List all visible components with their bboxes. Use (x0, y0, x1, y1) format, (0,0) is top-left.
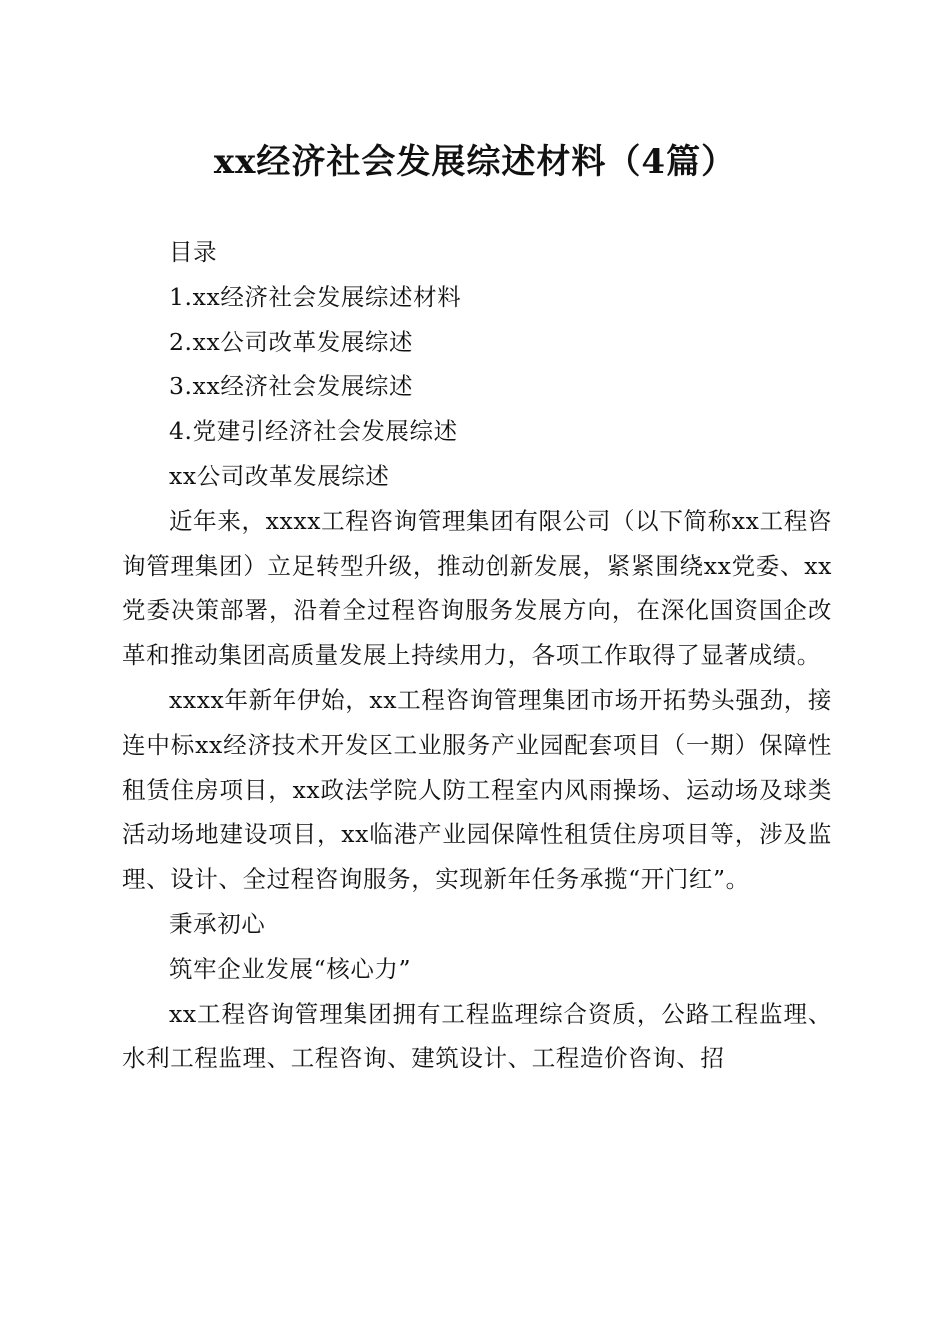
toc-item-3: 3.xx经济社会发展综述 (169, 372, 414, 401)
toc-heading: 目录 (169, 238, 218, 266)
section-subheading: 秉承初心 (169, 909, 266, 938)
paragraph: xx工程咨询管理集团拥有工程监理综合资质，公路工程监理、水利工程监理、工程咨询、建筑设计、工程造价咨询、招 (122, 999, 832, 1073)
toc-item-2: 2.xx公司改革发展综述 (169, 327, 414, 356)
document-body (122, 230, 832, 1081)
paragraph: xxxx年新年伊始，xx工程咨询管理集团市场开拓势头强劲，接连中标xx经济技术开发区工业服务产业园配套项目（一期）保障性租赁住房项目，xx政法学院人防工程室内风雨操场、运动场及球类活动场地建设项目，xx临港产业园保障性租赁住房项目等，涉及监理、设计、全过程咨询服务，实现新年任务承揽“开门红”。 (122, 685, 832, 894)
section-subheading: 筑牢企业发展“核心力” (169, 954, 412, 983)
toc-item-1: 1.xx经济社会发展综述材料 (169, 282, 462, 311)
article-heading: xx公司改革发展综述 (169, 461, 390, 490)
document-title: xx经济社会发展综述材料（4篇） (213, 142, 737, 182)
paragraph: 近年来，xxxx工程咨询管理集团有限公司（以下简称xx工程咨询管理集团）立足转型升级，推动创新发展，紧紧围绕xx党委、xx党委决策部署，沿着全过程咨询服务发展方向，在深化国资国企改革和推动集团高质量发展上持续用力，各项工作取得了显著成绩。 (122, 506, 832, 670)
toc-item-4: 4.党建引经济社会发展综述 (169, 417, 458, 446)
